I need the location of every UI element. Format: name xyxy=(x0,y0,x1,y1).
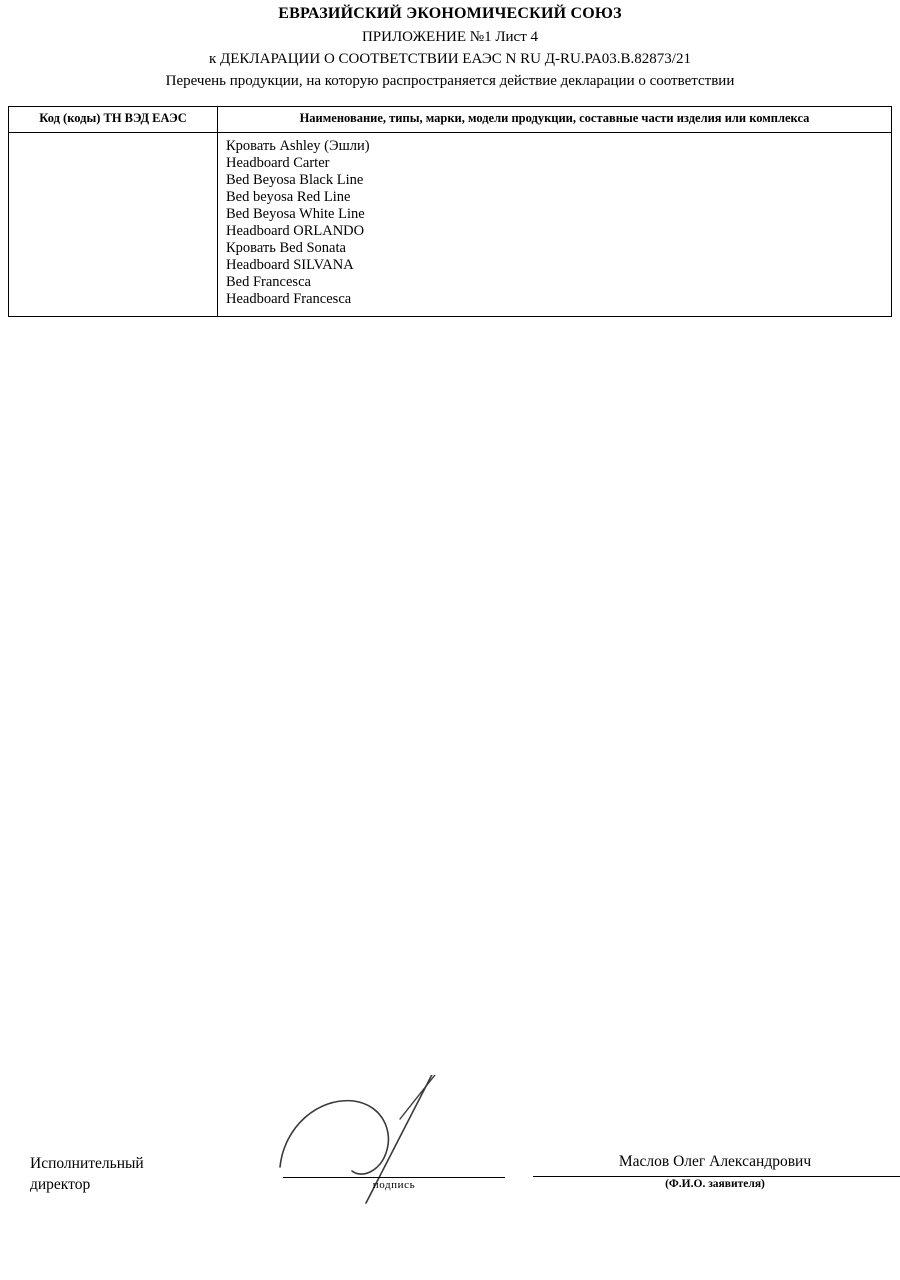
list-item: Bed Beyosa White Line xyxy=(226,206,365,222)
table-header-row xyxy=(9,107,892,133)
table-row xyxy=(9,133,892,317)
appendix-line: ПРИЛОЖЕНИЕ №1 Лист 4 xyxy=(361,29,539,45)
list-item: Кровать Ashley (Эшли) xyxy=(226,138,370,154)
product-table xyxy=(8,106,892,317)
description-line: Перечень продукции, на которую распространяется действие декларации о соответствии xyxy=(165,73,735,89)
list-item: Bed beyosa Red Line xyxy=(226,189,351,205)
signature-rule xyxy=(283,1177,505,1178)
declaration-reference: к ДЕКЛАРАЦИИ О СООТВЕТСТВИИ ЕАЭС N RU Д-RU.РА03.В.82873/21 xyxy=(209,51,691,67)
signer-position-line2: директор xyxy=(30,1176,91,1193)
list-item: Headboard Carter xyxy=(226,155,330,171)
applicant-name: Маслов Олег Александрович xyxy=(618,1153,812,1170)
signer-position-line1: Исполнительный xyxy=(30,1155,144,1172)
list-item: Bed Francesca xyxy=(226,274,311,290)
signature-caption: подпись xyxy=(372,1179,416,1191)
table-head xyxy=(9,107,892,133)
cell-code xyxy=(9,133,218,317)
list-item: Bed Beyosa Black Line xyxy=(226,172,364,188)
signature-area xyxy=(0,1135,900,1255)
applicant-caption: (Ф.И.О. заявителя) xyxy=(665,1178,765,1190)
list-item: Кровать Bed Sonata xyxy=(226,240,346,256)
cell-product-names xyxy=(218,133,892,317)
signer-position xyxy=(30,1153,260,1195)
applicant-rule xyxy=(533,1176,900,1177)
column-header-names: Наименование, типы, марки, модели продукции, составные части изделия или комплекса xyxy=(218,107,892,133)
page-title: ЕВРАЗИЙСКИЙ ЭКОНОМИЧЕСКИЙ СОЮЗ xyxy=(278,5,622,22)
table-body xyxy=(9,133,892,317)
list-item: Headboard ORLANDO xyxy=(226,223,365,239)
document-header xyxy=(0,0,900,92)
column-header-code: Код (коды) ТН ВЭД ЕАЭС xyxy=(9,107,218,133)
list-item: Headboard Francesca xyxy=(226,291,352,307)
list-item: Headboard SILVANA xyxy=(226,257,354,273)
handwritten-signature xyxy=(270,1075,500,1215)
